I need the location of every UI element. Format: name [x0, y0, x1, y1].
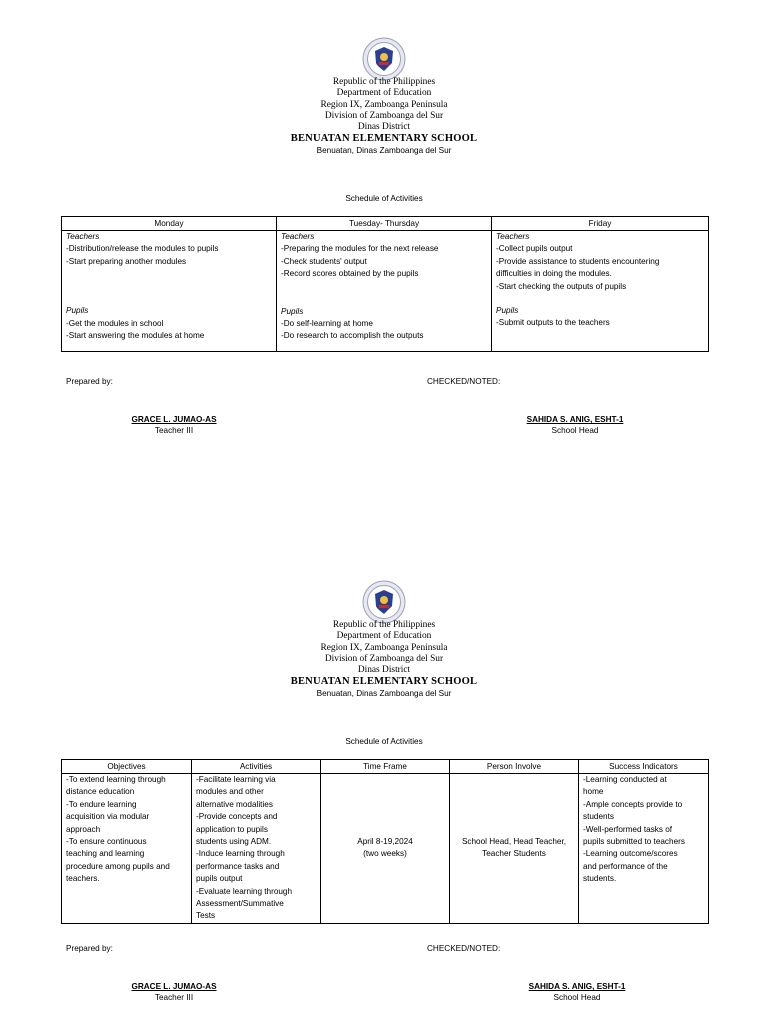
- header-line: Dinas District: [357, 665, 411, 676]
- activity-plan-table: [61, 759, 709, 924]
- teachers-heading: Teachers: [281, 232, 315, 241]
- objectives-cell: [62, 774, 192, 924]
- list-item: -Preparing the modules for the next release: [281, 244, 439, 254]
- pupils-heading: Pupils: [281, 306, 304, 316]
- schedule-title: Schedule of Activities: [345, 737, 423, 746]
- list-item: pupils output: [196, 874, 243, 884]
- preparer-signature: [104, 981, 244, 1003]
- list-item: -Start preparing another modules: [66, 256, 187, 266]
- header-line: Region IX, Zamboanga Peninsula: [320, 99, 448, 110]
- column-header-objectives: Objectives: [62, 760, 192, 774]
- checked-noted-label: CHECKED/NOTED:: [427, 377, 501, 386]
- time-frame-cell: [321, 774, 450, 924]
- list-item: difficulties in doing the modules.: [496, 269, 612, 279]
- preparer-name: GRACE L. JUMAO-AS: [131, 982, 217, 991]
- list-item: -Start checking the outputs of pupils: [496, 281, 627, 291]
- header-line: Dinas District: [357, 122, 411, 133]
- list-item: -Induce learning through: [196, 849, 285, 859]
- list-item: -Learning conducted at: [583, 775, 667, 784]
- person-line: Teacher Students: [482, 849, 546, 859]
- list-item: teachers.: [66, 874, 100, 884]
- list-item: performance tasks and: [196, 861, 280, 871]
- school-address: Benuatan, Dinas Zamboanga del Sur: [316, 145, 452, 155]
- list-item: -Evaluate learning through: [196, 886, 293, 896]
- column-header-person-involve: Person Involve: [450, 760, 579, 774]
- list-item: students: [583, 812, 614, 822]
- header-line: Division of Zamboanga del Sur: [324, 653, 444, 664]
- preparer-name: GRACE L. JUMAO-AS: [131, 415, 217, 424]
- column-header-activities: Activities: [192, 760, 321, 774]
- prepared-by-label: Prepared by:: [66, 377, 113, 386]
- list-item: -Submit outputs to the teachers: [496, 318, 610, 328]
- time-frame-duration: (two weeks): [363, 849, 407, 859]
- list-item: -Learning outcome/scores: [583, 849, 678, 859]
- list-item: -Provide concepts and: [196, 812, 278, 822]
- list-item: -Facilitate learning via: [196, 775, 276, 784]
- school-address: Benuatan, Dinas Zamboanga del Sur: [316, 688, 452, 698]
- header-line: Republic of the Philippines: [332, 77, 436, 87]
- list-item: -Collect pupils output: [496, 244, 573, 254]
- list-item: alternative modalities: [196, 799, 273, 809]
- checker-title: School Head: [553, 993, 601, 1002]
- list-item: -Start answering the modules at home: [66, 331, 205, 341]
- list-item: home: [583, 787, 604, 797]
- person-involve-cell: [450, 774, 579, 924]
- header-line: Division of Zamboanga del Sur: [324, 110, 444, 121]
- list-item: -To ensure continuous: [66, 837, 147, 847]
- column-header-friday: Friday: [492, 217, 709, 231]
- list-item: -Distribution/release the modules to pupils: [66, 244, 219, 254]
- prepared-by-label: Prepared by:: [66, 944, 113, 953]
- list-item: modules and other: [196, 787, 264, 797]
- list-item: -Ample concepts provide to: [583, 799, 683, 809]
- checker-signature: [502, 981, 652, 1003]
- column-header-success-indicators: Success Indicators: [579, 760, 709, 774]
- list-item: distance education: [66, 787, 135, 797]
- list-item: -To endure learning: [66, 799, 137, 809]
- school-name: BENUATAN ELEMENTARY SCHOOL: [290, 133, 478, 145]
- list-item: students.: [583, 874, 617, 884]
- schedule-title: Schedule of Activities: [345, 194, 423, 203]
- list-item: -Get the modules in school: [66, 318, 164, 328]
- list-item: -To extend learning through: [66, 775, 166, 784]
- list-item: -Do research to accomplish the outputs: [281, 331, 424, 341]
- list-item: procedure among pupils and: [66, 861, 170, 871]
- list-item: -Check students' output: [281, 256, 367, 266]
- list-item: -Record scores obtained by the pupils: [281, 269, 419, 279]
- success-indicators-cell: [579, 774, 709, 924]
- person-line: School Head, Head Teacher,: [461, 837, 567, 847]
- header-line: Republic of the Philippines: [332, 620, 436, 630]
- preparer-title: Teacher III: [154, 993, 194, 1002]
- teachers-heading: Teachers: [496, 232, 530, 241]
- activities-cell: [192, 774, 321, 924]
- column-header-time-frame: Time Frame: [321, 760, 450, 774]
- header-line: Department of Education: [336, 631, 432, 642]
- checked-noted-label: CHECKED/NOTED:: [427, 944, 501, 953]
- letterhead: [0, 620, 768, 699]
- school-name: BENUATAN ELEMENTARY SCHOOL: [290, 676, 478, 688]
- list-item: Tests: [196, 911, 216, 921]
- list-item: pupils submitted to teachers: [583, 837, 685, 847]
- preparer-title: Teacher III: [154, 426, 194, 435]
- list-item: students using ADM.: [196, 837, 272, 847]
- checker-title: School Head: [551, 426, 599, 435]
- list-item: and performance of the: [583, 861, 668, 871]
- header-line: Department of Education: [336, 88, 432, 99]
- column-header-monday: Monday: [62, 217, 277, 231]
- checker-name: SAHIDA S. ANIG, ESHT-1: [526, 415, 624, 424]
- teachers-heading: Teachers: [66, 232, 100, 241]
- list-item: teaching and learning: [66, 849, 145, 859]
- list-item: -Provide assistance to students encountering: [496, 256, 660, 266]
- list-item: approach: [66, 824, 101, 834]
- column-header-tuesday-thursday: Tuesday- Thursday: [277, 217, 492, 231]
- list-item: acquisition via modular: [66, 812, 150, 822]
- pupils-heading: Pupils: [496, 306, 519, 316]
- list-item: -Well-performed tasks of: [583, 824, 673, 834]
- deped-seal-icon: [362, 580, 406, 624]
- time-frame-dates: April 8-19,2024: [357, 837, 413, 847]
- list-item: Assessment/Summative: [196, 899, 284, 909]
- list-item: application to pupils: [196, 824, 268, 834]
- checker-name: SAHIDA S. ANIG, ESHT-1: [528, 982, 626, 991]
- list-item: -Do self-learning at home: [281, 319, 373, 329]
- pupils-heading: Pupils: [66, 306, 89, 316]
- header-line: Region IX, Zamboanga Peninsula: [320, 642, 448, 653]
